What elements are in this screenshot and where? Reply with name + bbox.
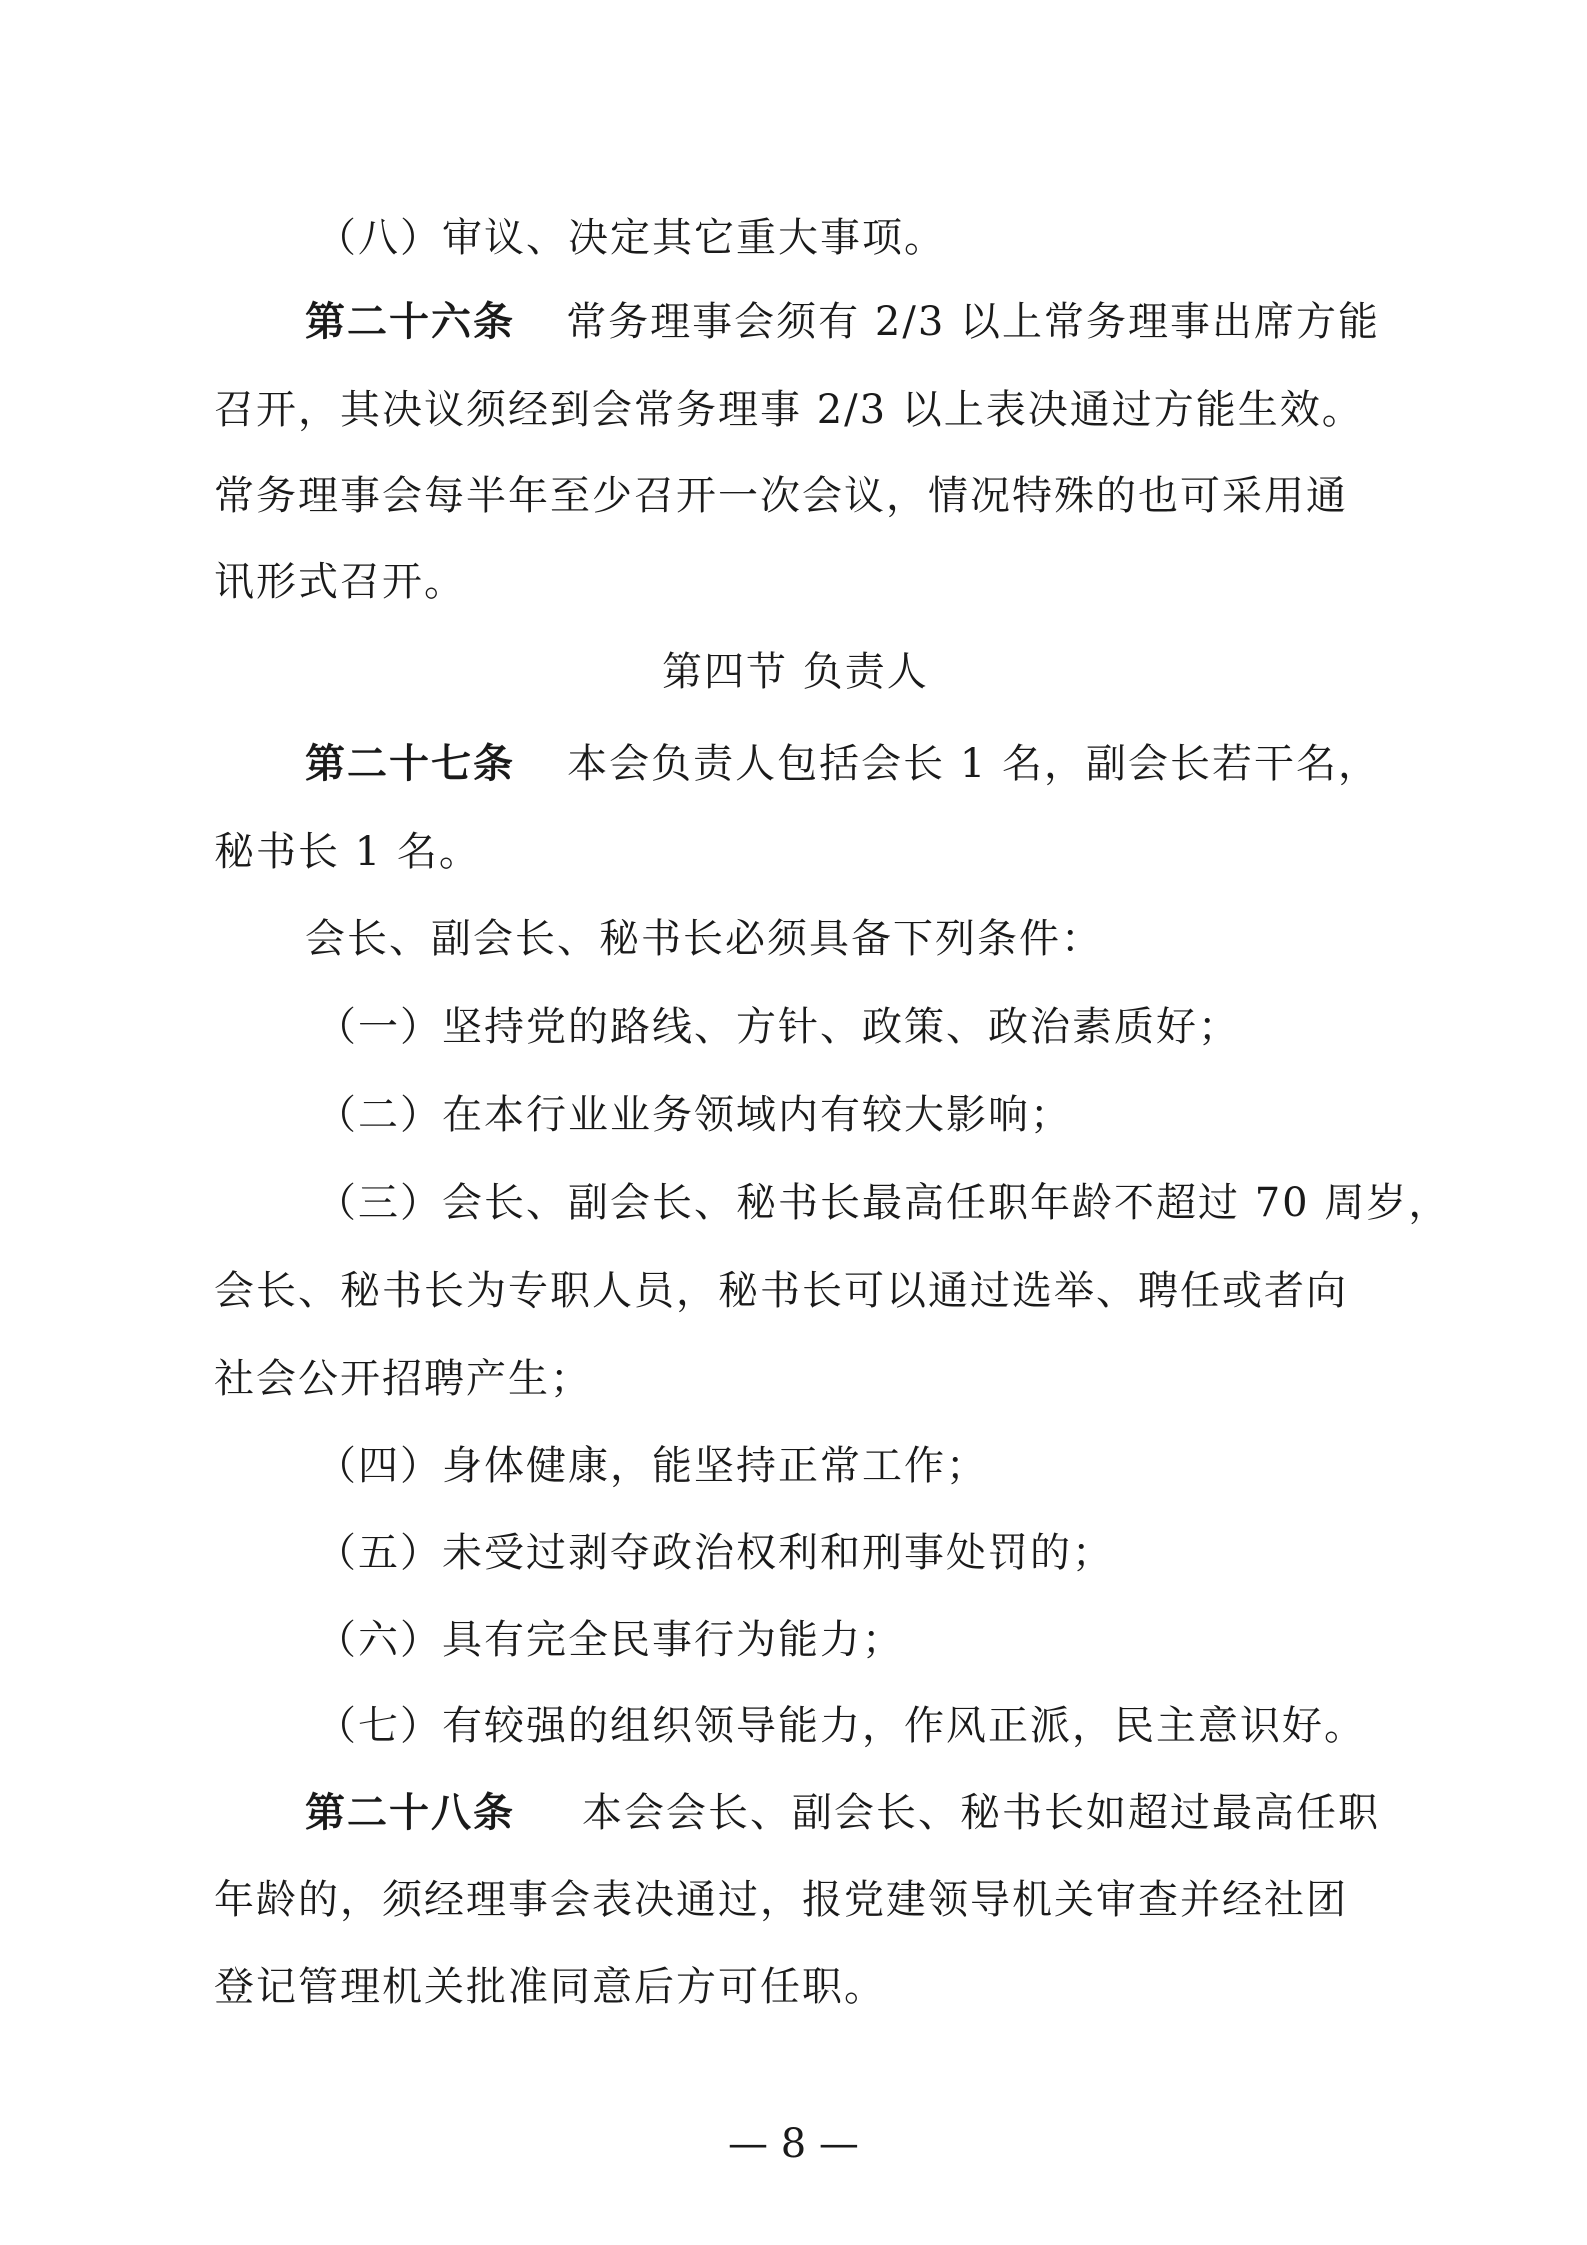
article-26-line-4: 讯形式召开。 bbox=[214, 559, 466, 605]
article-28-line-1 bbox=[305, 1787, 1380, 1839]
condition-item: （一）坚持党的路线、方针、政策、政治素质好； bbox=[316, 1004, 1240, 1050]
article-27-line-2: 秘书长 1 名。 bbox=[214, 829, 481, 875]
article-28-line-2: 年龄的，须经理事会表决通过，报党建领导机关审查并经社团 bbox=[214, 1877, 1348, 1923]
article-26-line-3: 常务理事会每半年至少召开一次会议，情况特殊的也可采用通 bbox=[214, 473, 1348, 519]
article-28-line-3: 登记管理机关批准同意后方可任职。 bbox=[214, 1964, 886, 2010]
article-26-line-2: 召开，其决议须经到会常务理事 2/3 以上表决通过方能生效。 bbox=[214, 387, 1364, 433]
article-26-text: 常务理事会须有 2/3 以上常务理事出席方能 bbox=[566, 299, 1380, 345]
condition-item: （六）具有完全民事行为能力； bbox=[316, 1617, 904, 1663]
page-number: — 8 — bbox=[728, 2121, 859, 2167]
article-28-label: 第二十八条 bbox=[305, 1789, 515, 1836]
condition-item: （四）身体健康，能坚持正常工作； bbox=[316, 1443, 988, 1489]
condition-item: （二）在本行业业务领域内有较大影响； bbox=[316, 1092, 1072, 1138]
list-item-8: （八）审议、决定其它重大事项。 bbox=[316, 215, 946, 261]
article-26-label: 第二十六条 bbox=[305, 298, 515, 345]
conditions-intro: 会长、副会长、秘书长必须具备下列条件： bbox=[305, 916, 1103, 962]
article-27-label: 第二十七条 bbox=[305, 740, 515, 787]
section-heading: 第四节 负责人 bbox=[662, 649, 929, 695]
article-28-text: 本会会长、副会长、秘书长如超过最高任职 bbox=[582, 1790, 1380, 1836]
condition-item: （五）未受过剥夺政治权利和刑事处罚的； bbox=[316, 1530, 1114, 1576]
condition-item-continued: 会长、秘书长为专职人员，秘书长可以通过选举、聘任或者向 bbox=[214, 1268, 1348, 1314]
article-27-text: 本会负责人包括会长 1 名，副会长若干名， bbox=[567, 741, 1380, 787]
article-27-line-1 bbox=[305, 738, 1380, 790]
article-26-line-1 bbox=[305, 296, 1380, 348]
condition-item: （七）有较强的组织领导能力，作风正派，民主意识好。 bbox=[316, 1703, 1366, 1749]
condition-item-continued: 社会公开招聘产生； bbox=[214, 1356, 592, 1402]
condition-item: （三）会长、副会长、秘书长最高任职年龄不超过 70 周岁， bbox=[316, 1180, 1451, 1226]
